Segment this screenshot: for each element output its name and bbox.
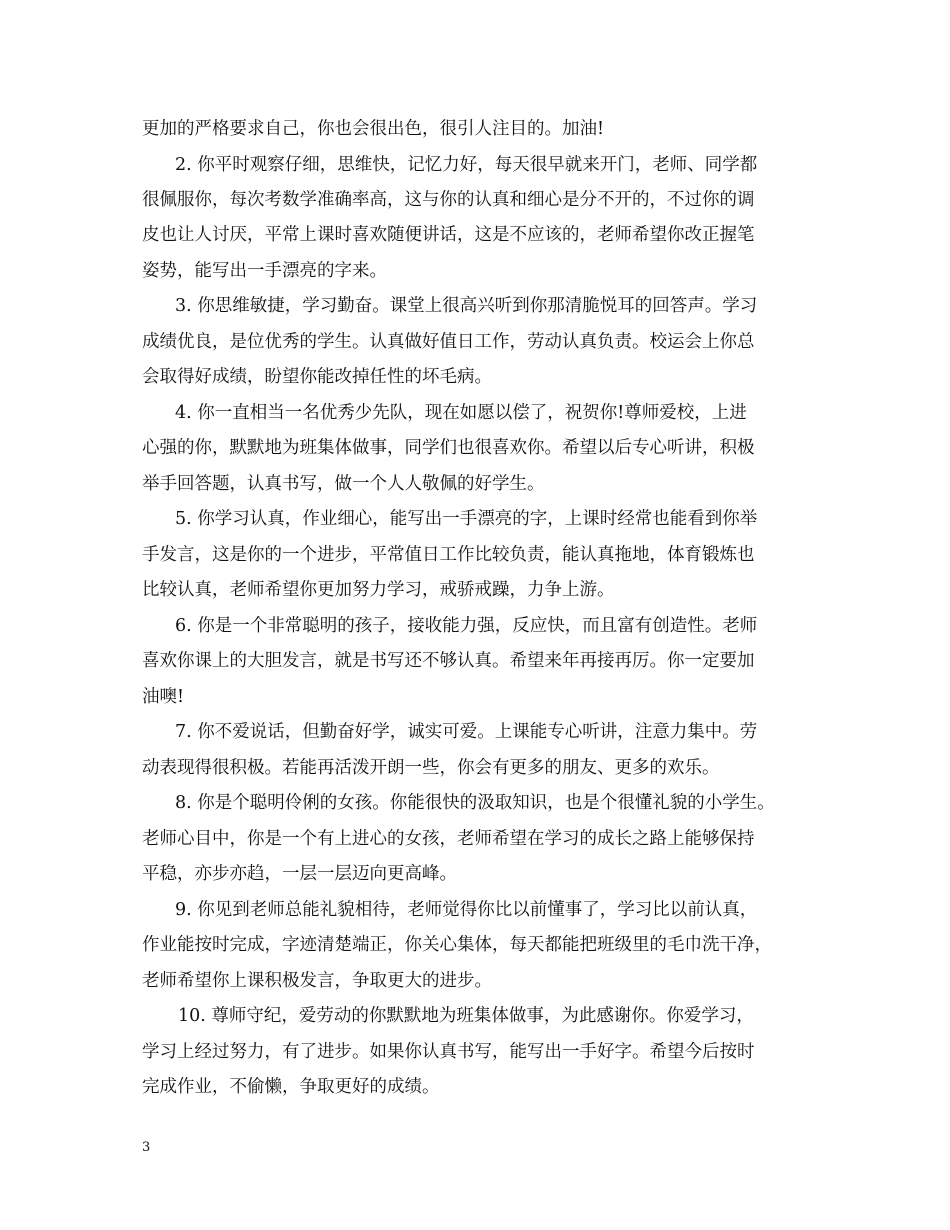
text-line: 举手回答题，认真书写，做一个人人敬佩的好学生。 [142,474,545,494]
text-line: 皮也让人讨厌，平常上课时喜欢随便讲话，这是不应该的，老师希望你改正握笔 [142,225,755,245]
text-line: 3. 你思维敏捷，学习勤奋。课堂上很高兴听到你那清脆悦耳的回答声。学习 [175,296,758,316]
text-line: 老师心目中，你是一个有上进心的女孩，老师希望在学习的成长之路上能够保持 [142,829,755,849]
text-line: 2. 你平时观察仔细，思维快，记忆力好，每天很早就来开门，老师、同学都 [175,155,758,175]
text-line: 油噢! [142,687,185,707]
text-line: 6. 你是一个非常聪明的孩子，接收能力强，反应快，而且富有创造性。老师 [175,616,758,636]
text-line: 10. 尊师守纪，爱劳动的你默默地为班集体做事，为此感谢你。你爱学习， [178,1006,754,1026]
text-line: 8. 你是个聪明伶俐的女孩。你能很快的汲取知识，也是个很懂礼貌的小学生。 [175,793,775,813]
text-line: 4. 你一直相当一名优秀少先队，现在如愿以偿了，祝贺你!尊师爱校，上进 [175,403,747,423]
text-line: 7. 你不爱说话，但勤奋好学，诚实可爱。上课能专心听讲，注意力集中。劳 [175,722,758,742]
text-line: 更加的严格要求自己，你也会很出色，很引人注目的。加油! [142,119,605,139]
text-line: 平稳，亦步亦趋，一层一层迈向更高峰。 [142,864,457,884]
text-line: 9. 你见到老师总能礼貌相待，老师觉得你比以前懂事了，学习比以前认真， [175,900,758,920]
text-line: 姿势，能写出一手漂亮的字来。 [142,261,387,281]
text-line: 成绩优良，是位优秀的学生。认真做好值日工作，劳动认真负责。校运会上你总 [142,332,755,352]
text-line: 喜欢你课上的大胆发言，就是书写还不够认真。希望来年再接再厉。你一定要加 [142,651,755,671]
text-line: 比较认真，老师希望你更加努力学习，戒骄戒躁，力争上游。 [142,580,615,600]
text-line: 很佩服你，每次考数学准确率高，这与你的认真和细心是分不开的，不过你的调 [142,190,755,210]
text-line: 学习上经过努力，有了进步。如果你认真书写，能写出一手好字。希望今后按时 [142,1042,755,1062]
text-line: 5. 你学习认真，作业细心，能写出一手漂亮的字，上课时经常也能看到你举 [175,509,758,529]
text-line: 手发言，这是你的一个进步，平常值日工作比较负责，能认真拖地，体育锻炼也 [142,545,755,565]
page-number: 3 [142,1140,151,1155]
text-line: 完成作业，不偷懒，争取更好的成绩。 [142,1077,440,1097]
text-line: 作业能按时完成，字迹清楚端正，你关心集体，每天都能把班级里的毛巾洗干净， [142,935,772,955]
text-line: 会取得好成绩，盼望你能改掉任性的坏毛病。 [142,367,492,387]
text-line: 心强的你，默默地为班集体做事，同学们也很喜欢你。希望以后专心听讲，积极 [142,438,755,458]
text-line: 动表现得很积极。若能再活泼开朗一些，你会有更多的朋友、更多的欢乐。 [142,758,720,778]
text-line: 老师希望你上课积极发言，争取更大的进步。 [142,971,492,991]
